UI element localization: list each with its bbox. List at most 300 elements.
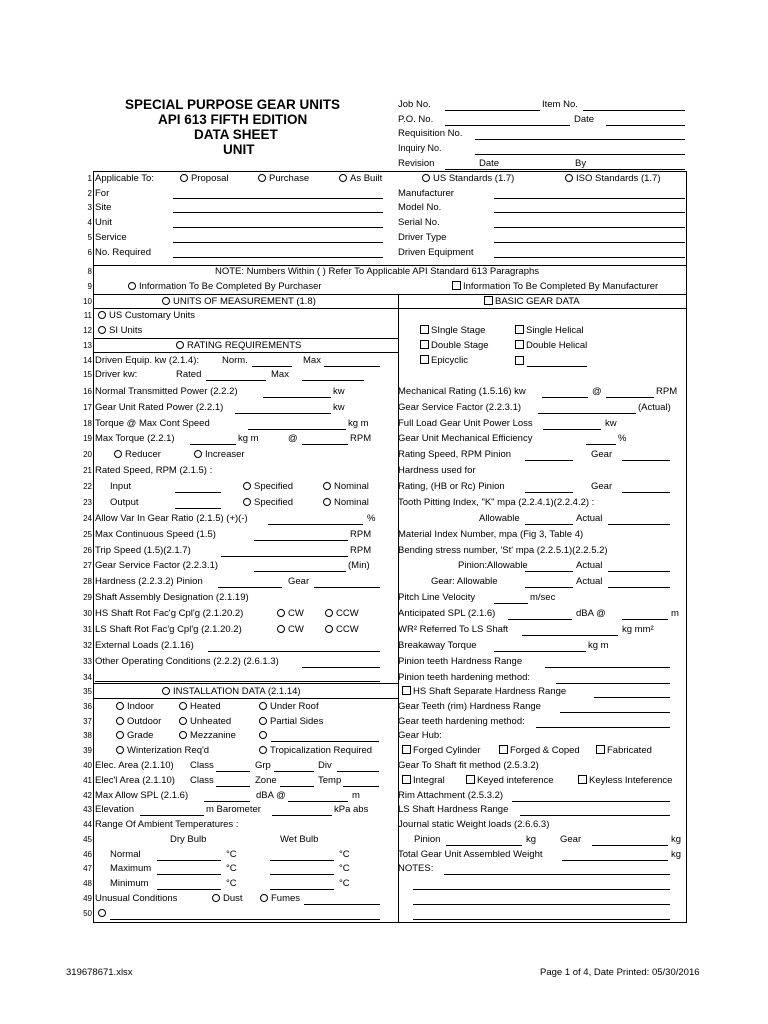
normal-dry-field[interactable] — [157, 860, 221, 861]
unit-rpm: RPM — [350, 545, 372, 556]
heated-option[interactable] — [179, 701, 221, 712]
row-num: 33 — [83, 657, 92, 666]
check-label: Forged Cylinder — [413, 745, 481, 756]
row-num: 43 — [83, 805, 92, 814]
spl-distance-field[interactable] — [622, 619, 668, 620]
option-label: SI Units — [109, 325, 143, 336]
partial-sides-option[interactable] — [259, 716, 323, 727]
unit-kw: kw — [605, 418, 617, 429]
allowable-field[interactable] — [525, 524, 573, 525]
notes-line-1[interactable] — [444, 874, 670, 875]
job-no-label: Job No. — [398, 99, 431, 110]
po-no-label: P.O. No. — [398, 114, 434, 125]
input-specified-option[interactable] — [243, 481, 293, 492]
max-spl-dist-field[interactable] — [288, 801, 348, 802]
output-specified-option[interactable] — [243, 497, 293, 508]
ls-ccw-option[interactable] — [325, 624, 359, 635]
max-torque-field[interactable] — [190, 444, 236, 445]
other-unusual-option[interactable] — [98, 909, 106, 917]
site-field[interactable] — [173, 212, 383, 213]
option-label: Heated — [190, 701, 221, 712]
check-label: Keyless Inteference — [589, 775, 673, 786]
normal-wet-field[interactable] — [270, 860, 334, 861]
date-label: Date — [574, 114, 595, 125]
as-built-option[interactable] — [339, 173, 382, 184]
gear-hub-label: Gear Hub: — [398, 730, 442, 741]
for-field[interactable] — [173, 198, 383, 199]
trip-speed-field[interactable] — [221, 556, 348, 557]
hs-cw-option[interactable] — [277, 608, 304, 619]
row-num: 29 — [83, 593, 92, 602]
radio-icon — [128, 282, 136, 290]
driver-type-field[interactable] — [494, 242, 685, 243]
radio-icon — [323, 498, 331, 506]
spl-field[interactable] — [508, 619, 572, 620]
row-num: 22 — [83, 482, 92, 491]
purchase-option[interactable] — [258, 173, 309, 184]
max-speed-label: Max Continuous Speed (1.5) — [95, 529, 216, 540]
service-label: Service — [95, 232, 127, 243]
pitch-velocity-field[interactable] — [494, 603, 528, 604]
radio-icon — [114, 450, 122, 458]
radio-icon — [277, 625, 285, 633]
material-index-label: Material Index Number, mpa (Fig 3, Table 4) — [398, 529, 584, 540]
option-label: As Built — [350, 173, 383, 184]
unit-rpm: RPM — [350, 433, 372, 444]
manufacturer-field[interactable] — [494, 198, 685, 199]
forged-coped-check[interactable] — [499, 745, 580, 756]
radio-icon — [325, 625, 333, 633]
normal-power-label: Normal Transmitted Power (2.2.2) — [95, 386, 238, 397]
radio-icon — [243, 498, 251, 506]
power-loss-field[interactable] — [543, 429, 601, 430]
row-num: 38 — [83, 731, 92, 740]
row-num: 28 — [83, 577, 92, 586]
unit-degc: °C — [339, 863, 350, 874]
blank-check[interactable] — [515, 356, 524, 365]
elec-div-field[interactable] — [337, 771, 379, 772]
hs-shaft-range-field[interactable] — [594, 697, 670, 698]
unit-kw: kw — [333, 402, 345, 413]
unit-label: Unit — [95, 217, 112, 228]
checkbox-icon — [402, 686, 411, 695]
keyless-inteference-check[interactable] — [578, 775, 672, 786]
unit-rpm: RPM — [350, 529, 372, 540]
radio-icon — [258, 174, 266, 182]
radio-icon — [98, 311, 106, 319]
input-nominal-option[interactable] — [323, 481, 369, 492]
pinion-hardening-field[interactable] — [556, 683, 670, 684]
check-label: Fabricated — [607, 745, 652, 756]
notes-label: NOTES: — [398, 863, 434, 874]
title-line-2: API 613 FIFTH EDITION — [158, 112, 308, 127]
maximum-temp-label: Maximum — [110, 863, 152, 874]
under-roof-option[interactable] — [259, 701, 319, 712]
reducer-option[interactable] — [114, 449, 161, 460]
other-conditions-field[interactable] — [302, 667, 380, 668]
keyed-inteference-check[interactable] — [466, 775, 554, 786]
rating-speed-gear-field[interactable] — [622, 460, 670, 461]
other-conditions-label: Other Operating Conditions (2.2.2) (2.6.1.3) — [95, 656, 279, 667]
min-dry-field[interactable] — [157, 889, 221, 890]
unit-kgm: kg m — [348, 418, 369, 429]
unit-degc: °C — [339, 849, 350, 860]
divider-row-10 — [93, 294, 686, 295]
model-no-label: Model No. — [398, 202, 442, 213]
option-label: ISO Standards (1.7) — [576, 173, 661, 184]
trip-speed-label: Trip Speed (1.5)(2.1.7) — [95, 545, 191, 556]
other-unusual-field[interactable] — [110, 919, 380, 920]
model-no-field[interactable] — [494, 212, 685, 213]
other-location-field[interactable] — [271, 741, 379, 742]
row-num: 20 — [83, 450, 92, 459]
us-standards-option[interactable] — [422, 173, 514, 184]
check-label: SIngle Stage — [431, 325, 486, 336]
dust-option[interactable] — [212, 893, 243, 904]
driven-equipment-label: Driven Equipment — [398, 247, 474, 258]
class-label: Class — [190, 760, 214, 771]
row-num: 24 — [83, 514, 92, 523]
wr2-field[interactable] — [522, 635, 618, 636]
output-nominal-option[interactable] — [323, 497, 369, 508]
frame-right — [686, 171, 687, 923]
radio-icon — [116, 702, 124, 710]
external-loads-field[interactable] — [208, 651, 380, 652]
max-spl-label: Max Allow SPL (2.1.6) — [95, 790, 189, 801]
rating-speed-label: Rating Speed, RPM Pinion — [398, 449, 512, 460]
gear-allowable-field[interactable] — [525, 587, 573, 588]
actual-field[interactable] — [608, 524, 670, 525]
footer-page-info: Page 1 of 4, Date Printed: 05/30/2016 — [540, 967, 700, 978]
total-weight-field[interactable] — [562, 860, 668, 861]
option-label: Mezzanine — [190, 730, 236, 741]
unit-m: m — [671, 608, 679, 619]
option-label: Nominal — [334, 497, 369, 508]
requisition-label: Requisition No. — [398, 128, 463, 139]
rating-header — [176, 340, 301, 351]
normal-power-field[interactable] — [263, 397, 331, 398]
option-label: Purchase — [269, 173, 310, 184]
unit-kgm: kg m — [588, 640, 609, 651]
applicable-to-label: Applicable To: — [95, 173, 154, 184]
serial-no-label: Serial No. — [398, 217, 440, 228]
us-units-option[interactable] — [98, 310, 195, 321]
actual-label: Actual — [576, 560, 603, 571]
dba-at-label: dBA @ — [576, 608, 606, 619]
max-spl-field[interactable] — [204, 801, 250, 802]
pinion-hardness-range-label: Pinion teeth Hardness Range — [398, 656, 523, 667]
manufacturer-legend — [452, 281, 658, 292]
site-label: Site — [95, 202, 112, 213]
fumes-field[interactable] — [304, 904, 380, 905]
unit-kpa: kPa abs — [334, 804, 369, 815]
at-label: @ — [592, 386, 602, 397]
gear-actual-field[interactable] — [608, 587, 670, 588]
unheated-option[interactable] — [179, 716, 231, 727]
service-factor-field[interactable] — [538, 413, 636, 414]
radio-icon — [212, 894, 220, 902]
hardness-pinion-field[interactable] — [525, 492, 573, 493]
row-num: 19 — [83, 434, 92, 443]
elecl-zone-field[interactable] — [280, 786, 314, 787]
integral-check[interactable] — [402, 775, 445, 786]
notes-line-2[interactable] — [413, 889, 670, 890]
footer-filename: 319678671.xlsx — [66, 967, 133, 978]
mech-rpm-field[interactable] — [606, 397, 654, 398]
elecl-class-field[interactable] — [216, 786, 250, 787]
row-34-field[interactable] — [95, 681, 380, 682]
radio-icon — [179, 731, 187, 739]
item-no-field[interactable] — [583, 110, 685, 111]
radio-icon — [243, 482, 251, 490]
actual-label: Actual — [576, 576, 603, 587]
gear-label: Gear — [591, 449, 613, 460]
option-label: Dust — [223, 893, 243, 904]
driven-norm-field[interactable] — [252, 366, 292, 367]
option-label: Fumes — [271, 893, 301, 904]
no-required-field[interactable] — [173, 257, 383, 258]
gear-label: Gear — [591, 481, 613, 492]
proposal-option[interactable] — [180, 173, 229, 184]
row-num: 42 — [83, 791, 92, 800]
service-field[interactable] — [173, 242, 383, 243]
other-location-option[interactable] — [259, 731, 267, 739]
norm-label: Norm. — [222, 355, 248, 366]
option-label: CW — [288, 608, 304, 619]
gear-label: Gear — [288, 576, 310, 587]
row-num: 18 — [83, 419, 92, 428]
double-stage-check[interactable] — [420, 340, 489, 351]
requisition-field[interactable] — [475, 139, 685, 140]
checkbox-icon — [466, 775, 475, 784]
row-num: 17 — [83, 403, 92, 412]
radio-icon — [565, 174, 573, 182]
max-torque-rpm-field[interactable] — [302, 444, 348, 445]
epicyclic-check[interactable] — [420, 355, 468, 366]
fumes-option[interactable] — [260, 893, 300, 904]
legend-label: Information To Be Completed By Purchaser — [139, 281, 322, 292]
row-num: 50 — [83, 909, 92, 918]
driver-rated-field[interactable] — [206, 380, 266, 381]
mech-rating-field[interactable] — [542, 397, 588, 398]
hs-shaft-separate-check[interactable] — [402, 686, 566, 697]
po-no-field[interactable] — [445, 125, 570, 126]
double-helical-check[interactable] — [515, 340, 587, 351]
increaser-option[interactable] — [194, 449, 245, 460]
hardness-gear-val-field[interactable] — [314, 587, 380, 588]
row-num: 39 — [83, 746, 92, 755]
radio-icon — [259, 717, 267, 725]
section-label: RATING REQUIREMENTS — [187, 340, 302, 351]
note-text: NOTE: Numbers Within ( ) Refer To Applicable API Standard 613 Paragraphs — [215, 266, 540, 277]
revision-by-label: By — [575, 158, 587, 169]
min-wet-field[interactable] — [270, 889, 334, 890]
elecl-temp-field[interactable] — [343, 786, 379, 787]
check-label: Integral — [413, 775, 445, 786]
inquiry-field[interactable] — [475, 154, 685, 155]
ls-shaft-hardness-field[interactable] — [520, 815, 670, 816]
radio-icon — [179, 717, 187, 725]
pinion-weight-field[interactable] — [446, 845, 522, 846]
div-label: Div — [318, 760, 332, 771]
input-speed-field[interactable] — [175, 492, 221, 493]
notes-line-3[interactable] — [413, 904, 670, 905]
option-label: Tropicalization Required — [270, 745, 373, 756]
elec-grp-field[interactable] — [274, 771, 314, 772]
normal-temp-label: Normal — [110, 849, 141, 860]
driven-equipment-field[interactable] — [494, 257, 685, 258]
pinion-weight-label: Pinion — [414, 834, 441, 845]
shaft-assembly-label: Shaft Assembly Designation (2.1.19) — [95, 592, 249, 603]
breakaway-field[interactable] — [494, 651, 586, 652]
row-num: 35 — [83, 687, 92, 696]
forged-cylinder-check[interactable] — [402, 745, 481, 756]
option-label: Specified — [254, 497, 294, 508]
gear-weight-field[interactable] — [592, 845, 668, 846]
option-label: US Customary Units — [109, 310, 196, 321]
row-num: 13 — [83, 341, 92, 350]
row-num: 34 — [83, 673, 92, 682]
rim-attachment-field[interactable] — [512, 801, 670, 802]
ls-shaft-hardness-label: LS Shaft Hardness Range — [398, 804, 509, 815]
output-label: Output — [110, 497, 139, 508]
max-torque-label: Max Torque (2.2.1) — [95, 433, 175, 444]
unusual-conditions-label: Unusual Conditions — [95, 893, 178, 904]
min-service-factor-field[interactable] — [254, 571, 346, 572]
efficiency-field[interactable] — [586, 444, 616, 445]
unit-degc: °C — [226, 863, 237, 874]
option-label: Outdoor — [127, 716, 162, 727]
unit-percent: % — [367, 513, 376, 524]
hardness-pinion-val-field[interactable] — [218, 587, 282, 588]
tropicalization-option[interactable] — [259, 745, 372, 756]
blank-check-field[interactable] — [527, 366, 587, 367]
max-dry-field[interactable] — [157, 874, 221, 875]
output-speed-field[interactable] — [175, 508, 221, 509]
ls-cw-option[interactable] — [277, 624, 304, 635]
single-helical-check[interactable] — [515, 325, 584, 336]
unit-kg: kg — [526, 834, 537, 845]
row-num: 11 — [83, 311, 92, 320]
ratio-var-field[interactable] — [268, 524, 363, 525]
pitting-index-label: Tooth Pitting Index, "K" mpa (2.2.4.1)(2.2.4.2) : — [398, 497, 595, 508]
checkbox-icon — [420, 325, 429, 334]
pinion-hardness-range-field[interactable] — [545, 667, 670, 668]
divider-row-35 — [93, 683, 398, 684]
gear-shaft-fit-label: Gear To Shaft fit method (2.5.3.2) — [398, 760, 539, 771]
divider-row-13b — [93, 352, 398, 353]
grade-option[interactable] — [116, 730, 153, 741]
class-label: Class — [190, 775, 214, 786]
unit-m: m — [352, 790, 360, 801]
notes-line-4[interactable] — [413, 919, 670, 920]
row-num: 48 — [83, 879, 92, 888]
torque-field[interactable] — [248, 429, 346, 430]
unit-degc: °C — [339, 878, 350, 889]
option-label: Reducer — [125, 449, 161, 460]
journal-weight-label: Journal static Weight loads (2.6.6.3) — [398, 819, 550, 830]
checkbox-icon — [402, 745, 411, 754]
option-label: Partial Sides — [270, 716, 324, 727]
single-stage-check[interactable] — [420, 325, 485, 336]
elevation-field[interactable] — [140, 815, 204, 816]
max-wet-field[interactable] — [270, 874, 334, 875]
hs-shaft-rot-label: HS Shaft Rot Fac'g Cpl'g (2.1.20.2) — [95, 608, 244, 619]
si-units-option[interactable] — [98, 325, 142, 336]
checkbox-icon — [499, 745, 508, 754]
driver-max-field[interactable] — [302, 380, 364, 381]
max-speed-field[interactable] — [254, 540, 348, 541]
section-label: BASIC GEAR DATA — [495, 296, 580, 307]
units-header — [162, 296, 316, 307]
gear-teeth-range-field[interactable] — [560, 712, 670, 713]
winterization-option[interactable] — [116, 745, 209, 756]
radio-icon — [162, 687, 170, 695]
option-label: Nominal — [334, 481, 369, 492]
indoor-option[interactable] — [116, 701, 154, 712]
divider-row-35b — [93, 698, 398, 699]
unit-field[interactable] — [173, 227, 383, 228]
date-field[interactable] — [606, 125, 685, 126]
fabricated-check[interactable] — [596, 745, 652, 756]
iso-standards-option[interactable] — [565, 173, 660, 184]
hs-ccw-option[interactable] — [325, 608, 359, 619]
outdoor-option[interactable] — [116, 716, 161, 727]
for-label: For — [95, 188, 110, 199]
rating-speed-pinion-field[interactable] — [525, 460, 573, 461]
max-label: Max — [271, 369, 289, 380]
min-label: (Min) — [348, 560, 370, 571]
pinion-allowable-field[interactable] — [525, 571, 573, 572]
input-label: Input — [110, 481, 132, 492]
legend-label: Information To Be Completed By Manufacturer — [463, 281, 659, 292]
rated-power-field[interactable] — [235, 413, 331, 414]
checkbox-icon — [515, 325, 524, 334]
row-num: 2 — [87, 189, 92, 198]
pinion-actual-field[interactable] — [608, 571, 670, 572]
section-label: INSTALLATION DATA (2.1.14) — [173, 686, 301, 697]
radio-icon — [98, 326, 106, 334]
grp-label: Grp — [255, 760, 271, 771]
radio-icon — [180, 174, 188, 182]
gear-hardening-field[interactable] — [536, 727, 670, 728]
checkbox-icon — [452, 281, 461, 290]
frame-bottom — [93, 922, 687, 923]
serial-no-field[interactable] — [494, 227, 685, 228]
elec-class-field[interactable] — [216, 771, 250, 772]
radio-icon — [259, 702, 267, 710]
breakaway-torque-label: Breakaway Torque — [398, 640, 477, 651]
barometer-field[interactable] — [272, 815, 332, 816]
row-num: 14 — [83, 356, 92, 365]
revision-field[interactable] — [445, 169, 685, 170]
hardness-gear-field[interactable] — [622, 492, 670, 493]
radio-icon — [116, 731, 124, 739]
radio-icon — [325, 609, 333, 617]
efficiency-label: Gear Unit Mechanical Efficiency — [398, 433, 533, 444]
check-label: Double Stage — [431, 340, 489, 351]
divider-row-13 — [93, 338, 398, 339]
row-num: 36 — [83, 702, 92, 711]
radio-icon — [194, 450, 202, 458]
mezzanine-option[interactable] — [179, 730, 236, 741]
row-num: 41 — [83, 776, 92, 785]
inquiry-label: Inquiry No. — [398, 143, 442, 153]
barometer-label: m Barometer — [206, 804, 261, 815]
unit-rpm: RPM — [656, 386, 678, 397]
job-no-field[interactable] — [445, 110, 540, 111]
driven-max-field[interactable] — [324, 366, 380, 367]
